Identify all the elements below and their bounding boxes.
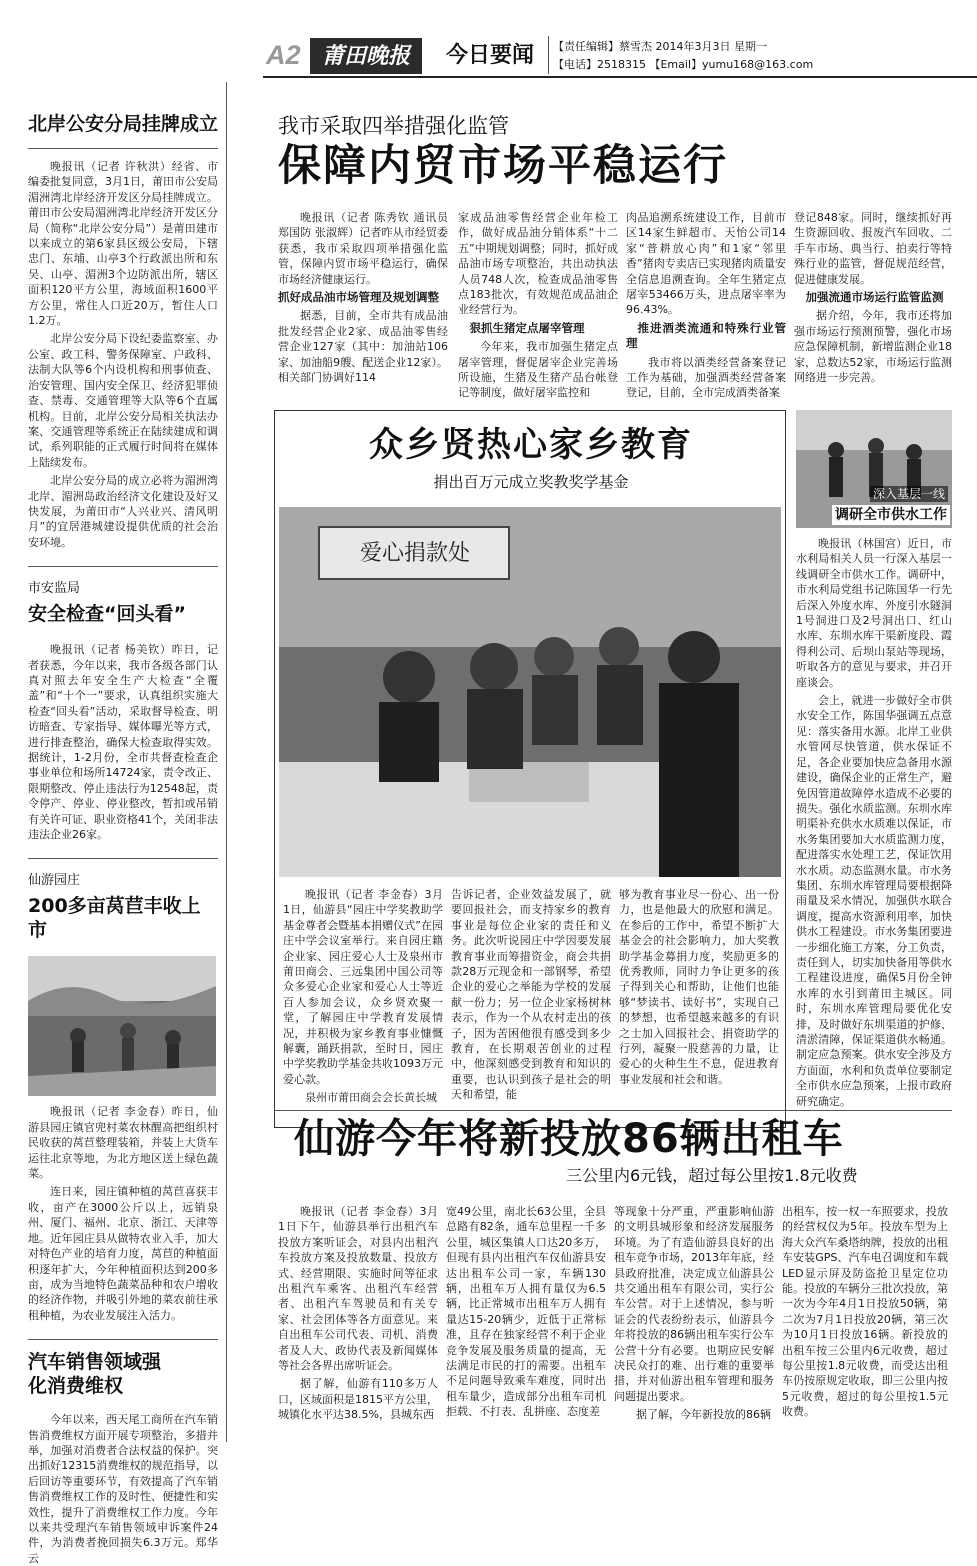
feature-headline: 众乡贤热心家乡教育 xyxy=(369,425,693,465)
paragraph: 告诉记者，企业效益发展了，就要回报社会，而支持家乡的教育事业是每位企业家的责任和义务。此次听说园庄中学因要发展教育事业而筹措资金，商会共捐款28万元现金和一部钢琴，希望企业的爱心之举能为学校的发展献一份力；另一位企业家杨树林表示，作为一个从农村走出的孩子，因为苦困他很有感受到多少教育，在长期艰苦创业的过程中，他深刻感受到教育和知识的重要，也认识到孩子是社会的明天和希望，能 xyxy=(451,888,611,1102)
editor-line: 【责任编辑】蔡雪杰 2014年3月3日 星期一 xyxy=(553,40,767,53)
water-article xyxy=(796,536,952,1112)
paragraph: 晚报讯（记者 许秋洪）经省、市编委批复同意，3月1日，莆田市公安局湄洲湾北岸经济开发区分局挂牌成立。莆田市公安局湄洲湾北岸经济开发区分局（简称“北岸公安分局”）是莆田建市以来成立的第6家县区级公安局，下辖忠门、东埔、山亭3个行政派出所和东吴、山亭、湄洲3个边防派出所，辖区面积120平方公里，海域面积1600平方公里，常住人口近20万，暂住人口1.2万。 xyxy=(28,160,218,328)
feature-col-2 xyxy=(451,887,611,1106)
left-column xyxy=(28,112,219,1565)
paragraph: 会上，就进一步做好全市供水安全工作，陈国华强调五点意见：落实备用水源。北岸工业供水管网尽快管道，供水保证不足，各企业要加快应急备用水源建设，确保企业的正常生产，避免因管道故障停水造成不必要的损失。强化水质监测。东圳水库明渠补充供水水质难以保证，市水务集团要加大水质监测力度，配进落实水处理工艺，保证饮用水水质。动态监测水量。市水务集团、东圳水库管理局要根据降雨量及采水情况，加强供水联合调度，提高水资源利用率，加快供水工程建设。市水务集团要进一步细化施工方案，分工负责，责任到人，切实加快备用等供水工程建设进度，确保5月份全钟水库的水引到莆田主城区。同时，东圳水库管理局要优化安排，及时做好东圳渠道的护修、清淤清障，保证渠道供水畅通。制定应急预案。供水安全涉及方方面面，水利和负责单位要制定全市供水应急预案，上报市政府研究确定。 xyxy=(796,694,952,1108)
paragraph: 够为教育事业尽一份心、出一份力，也是他最大的欣慰和满足。在参后的工作中，希望不断扩大基金会的社会影响力，加大奖教助学基金募捐力度，奖励更多的优秀教师，同时力争让更多的孩子得到关心和帮助，让他们也能够“梦读书、读好书”，实现自己的梦想，也希望越来越多的有识之士加入回报社会、捐资助学的行列，凝聚一股慈善的力量，让爱心的火种生生不息，促进教育事业发展和社会和谐。 xyxy=(619,888,779,1086)
contact-line: 【电话】2518315 【Email】yumu168@163.com xyxy=(553,58,814,71)
paragraph: 肉品追溯系统建设工作，目前市区14家生鲜超市、天怡公司14家“普耕放心肉”和1家“邻里香”猪肉专卖店已实现猪肉质量安全信息追溯查询。全年生猪定点屠宰53466万头，进点屠宰率为96.43%。 xyxy=(626,211,786,317)
paragraph: 晚报讯（记者 杨美钦）昨日，记者获悉，今年以来，我市各级各部门认真对照去年安全生产大检查“全覆盖”和“十个一”要求，认真组织实施大检查“回头看”活动，采取督导检查、明访暗查、专家指导、媒体曝光等方式，进行排查整治，确保大检查取得实效。据统计，1-2月份，全市共督查检查企事业单位和场所14724家，责令改正、限期整改、停止违法行为12548起，责令停产、停业、停业整改，暂扣或吊销有关许可证、职业资格41个，关闭非法违法企业26家。 xyxy=(28,643,218,842)
paragraph: 晚报讯（记者 李金春）昨日，仙游县园庄镇官兜村菜农林醒高把组织村民收获的莴苣整理装箱，并装上大货车运往北京等地，为北方地区送上绿色蔬菜。 xyxy=(28,1105,218,1181)
paragraph: 晚报讯（林国宫）近日，市水利局相关人员一行深入基层一线调研全市供水工作。调研中，市水利局党组书记陈国华一行先后深入外度水库、外度引水隧洞1号洞进口及2号洞出口、红山水库、东圳水库干渠新度段、霞得利公司、后坝山泵站等现场，听取各方的意见与要求，并召开座谈会。 xyxy=(796,537,952,689)
kicker-lettuce: 仙游园庄 xyxy=(28,873,81,889)
article-beian-police xyxy=(28,159,218,550)
lead-col-3 xyxy=(626,210,786,404)
taxi-col-3 xyxy=(614,1204,774,1426)
article-car-sales xyxy=(28,1412,218,1566)
paragraph: 连日来，园庄镇种植的莴苣喜获丰收，亩产在3000公斤以上，远销泉州、厦门、福州、北京、浙江、天津等地。近年园庄县从做特农业入手，加大对特色产业的培育力度，莴苣的种植面积逐年扩大，今年种植面积达到200多亩，成为当地特色蔬菜品种和农户增收的经济作物，并吸引外地的菜农前往承租种植，为农业发展注入活力。 xyxy=(28,1185,218,1322)
paragraph: 晚报讯（记者 李金春）3月1日下午，仙游县举行出租汽车投放方案听证会，对县内出租汽车投放方案及投放数量、投放方式、经营期限、实施时间等征求出租汽车乘客、出租汽车经营者、出租汽车驾驶员和有关专家、社会团体等各方面意见。来自出租车公司代表、司机、消费者及人大、政协代表及新闻媒体等社会各界出席听证会。 xyxy=(278,1205,438,1373)
lead-col-1 xyxy=(278,210,448,388)
lead-headline: 保障内贸市场平稳运行 xyxy=(278,141,728,191)
section-title: 今日要闻 xyxy=(445,43,534,68)
paragraph: 我市将以酒类经营备案登记工作为基础，加强酒类经营备案登记，目前，全市完成酒类备案 xyxy=(626,355,786,400)
feature-subtitle: 捐出百万元成立奖教奖学基金 xyxy=(433,473,629,491)
headline-car-sales: 汽车销售领域强化消费维权 xyxy=(28,1351,162,1398)
taxi-subtitle: 三公里内6元钱，超过每公里按1.8元收费 xyxy=(566,1166,858,1185)
paper-logo: 莆田晚报 xyxy=(310,38,422,74)
paragraph: 据了解，仙游有110多万人口，区域面积是1815平方公里，城镇化水平达38.5%，县城东西 xyxy=(278,1377,438,1422)
water-caption-main: 调研全市供水工作 xyxy=(832,505,950,525)
water-survey-photo xyxy=(796,410,952,528)
column-divider xyxy=(226,82,227,1442)
paragraph: 今年以来，西天尾工商所在汽车销售消费维权方面开展专项整治，多措并举，加强对消费者合法权益的保护。突出抓好12315消费维权的规范指导，以后回访等重要环节，有效提高了汽车销售消费维权工作的及时性、便捷性和实效性，提升了消费维权工作力度。今年以来共受理汽车销售领域申诉案件24件，为消费者挽回损失6.3万元。郑华云 xyxy=(28,1413,218,1565)
subhead: 推进酒类流通和特殊行业管理 xyxy=(626,320,786,351)
headline-beian-police: 北岸公安分局挂牌成立 xyxy=(28,113,219,135)
paragraph: 等现象十分严重，严重影响仙游的文明县城形象和经济发展服务环境。为了有造仙游县良好的出租车竞争市场，2013年年底，经县政府批准，决定成立仙游县公共交通出租车有限公司，实行公车公营。对于上述情况，参与听证会的代表纷纷表示，仙游县今年将投放的86辆出租车实行公车公营十分有必要。也期应民安解决民众打的难、出行难的重要举措，并对仙游出租车管理和服务问题提出要求。 xyxy=(614,1205,774,1403)
page-code: A2 xyxy=(266,40,301,70)
taxi-col-4 xyxy=(782,1204,948,1423)
article-safety-check xyxy=(28,642,218,842)
headline-lettuce-harvest: 200多亩莴苣丰收上市 xyxy=(28,895,201,942)
paragraph: 晚报讯（记者 陈秀钦 通讯员 郑国防 张淑辉）记者昨从市经贸委获悉，我市采取四项举措强化监管，保障内贸市场平稳运行，确保市场经济健康运行。 xyxy=(278,211,448,286)
paragraph: 据介绍，今年，我市还将加强市场运行预测预警，强化市场应急保障机制，新增监测企业18家，总数达52家，市场运行监测网络进一步完善。 xyxy=(794,309,952,385)
headline-safety-check: 安全检查“回头看” xyxy=(28,603,186,626)
paragraph: 北岸公安分局的成立必将为湄洲湾北岸、湄洲岛政治经济文化建设及好又快发展，为莆田市“人兴业兴、清风明月”的宜居港城建设提供优质的社会治安环境。 xyxy=(28,474,218,549)
masthead-rule xyxy=(263,76,977,78)
article-lettuce-harvest xyxy=(28,1104,218,1323)
feature-col-1 xyxy=(283,887,443,1109)
water-caption-top: 深入基层一线 xyxy=(870,486,948,502)
feature-box xyxy=(274,410,786,1128)
subhead: 抓好成品油市场管理及规划调整 xyxy=(278,290,439,305)
subhead: 加强流通市场运行监管监测 xyxy=(805,290,944,305)
taxi-col-1 xyxy=(278,1204,438,1426)
lead-col-4 xyxy=(794,210,952,388)
feature-col-3 xyxy=(619,887,779,1090)
paragraph: 据了解，今年新投放的86辆 xyxy=(636,1408,771,1422)
paragraph: 登记848家。同时，继续抓好再生资源回收、报废汽车回收、二手车市场、典当行、拍卖行等特殊行业的监管，督促规范经营，促进健康发展。 xyxy=(794,211,952,286)
lead-col-2 xyxy=(458,210,618,404)
taxi-rule xyxy=(274,1110,952,1111)
masthead xyxy=(0,0,977,80)
kicker-safety: 市安监局 xyxy=(28,581,81,597)
lead-kicker: 我市采取四举措强化监管 xyxy=(278,114,509,138)
taxi-headline: 仙游今年将新投放86辆出租车 xyxy=(294,1116,844,1162)
lettuce-harvest-photo xyxy=(28,956,216,1096)
paragraph: 今年来，我市加强生猪定点屠宰管理，督促屠宰企业完善场所设施，生猪及生猪产品台帐登记等制度，做好屠宰监控和 xyxy=(458,340,618,400)
subhead: 狠抓生猪定点屠宰管理 xyxy=(469,320,585,335)
taxi-col-2 xyxy=(446,1204,606,1423)
donation-photo xyxy=(279,507,781,877)
paragraph: 家成品油零售经营企业年检工作，做好成品油分销体系“十二五”中期规划调整；同时，抓好成品油市场专项整治，共出动执法人员748人次，检查成品油零售点183批次，有效规范成品油企业经营行为。 xyxy=(458,211,618,317)
paragraph: 出租车，按一权一车照要求，投放的经营权仅为5年。投放车型为上海大众汽车桑塔纳牌，投放的出租车安装GPS、汽车电召调度和车载LED显示屏及防盗抢卫星定位功能。投放的车辆分三批次投放，第一次为今年4月1日投放50辆，第二次为7月1日投放20辆，第三次为10月1日投放16辆。新投放的出租车按三公里内6元收费，超过每公里按1.8元收费，而受达出租车仍按原规定收取，即三公里内按5元收费，超过的每公里按1.5元收费。 xyxy=(782,1205,948,1419)
paragraph: 宽49公里，南北长63公里，全县总路有82条，通车总里程一千多公里，城区集镇人口达20多万，但现有县内出租汽车仅仙游县安达出租车公司一家，车辆130辆，出租车万人拥有量仅为6.5辆，比正常城市出租车万人拥有量达15-20辆少，近低于正常标准，且存在独家经营不利于企业竞争发展及服务质量的提高，无法满足市民的打的需要。出租车不足问题导致乘车难度，同时出租车量少，造成部分出租车司机拒载、不打表、乱拼座、态度差 xyxy=(446,1205,606,1419)
paragraph: 泉州市莆田商会会长黄长城 xyxy=(305,1091,437,1105)
paragraph: 北岸公安分局下设纪委监察室、办公室、政工科、警务保障室、户政科、法制大队等6个内设机构和刑事侦查、治安管理、国内安全保卫、经济犯罪侦查、禁毒、交通管理等大队等6个直属机构。目前，北岸公安分局相关执法办案、交通管理等系统正在陆续建成和调试，系列职能的正式履行时间将在媒体上陆续发布。 xyxy=(28,332,218,469)
paragraph: 据悉，目前，全市共有成品油批发经营企业2家、成品油零售经营企业127家（其中：加油站106家、加油船9艘、配送企业12家）。相关部门协调好114 xyxy=(278,309,448,385)
farm-scene-image xyxy=(28,956,216,1096)
donation-sign: 爱心捐款处 xyxy=(359,541,470,566)
paragraph: 晚报讯（记者 李金春）3月1日，仙游县“园庄中学奖教助学基金尊者会暨基本捐赠仪式”在园庄中学会议室举行。来自园庄籍企业家、园庄爱心人士及泉州市莆田商会、三远集团中国公司等众多爱心企业家和爱心人士等近百人参加会议，众乡贤欢聚一堂，了解园庄中学教育发展情况，并积极为家乡教育事业慷慨解囊，踊跃捐款，至时日，园庄中学奖教助学基金共收1093万元爱心款。 xyxy=(283,888,443,1086)
